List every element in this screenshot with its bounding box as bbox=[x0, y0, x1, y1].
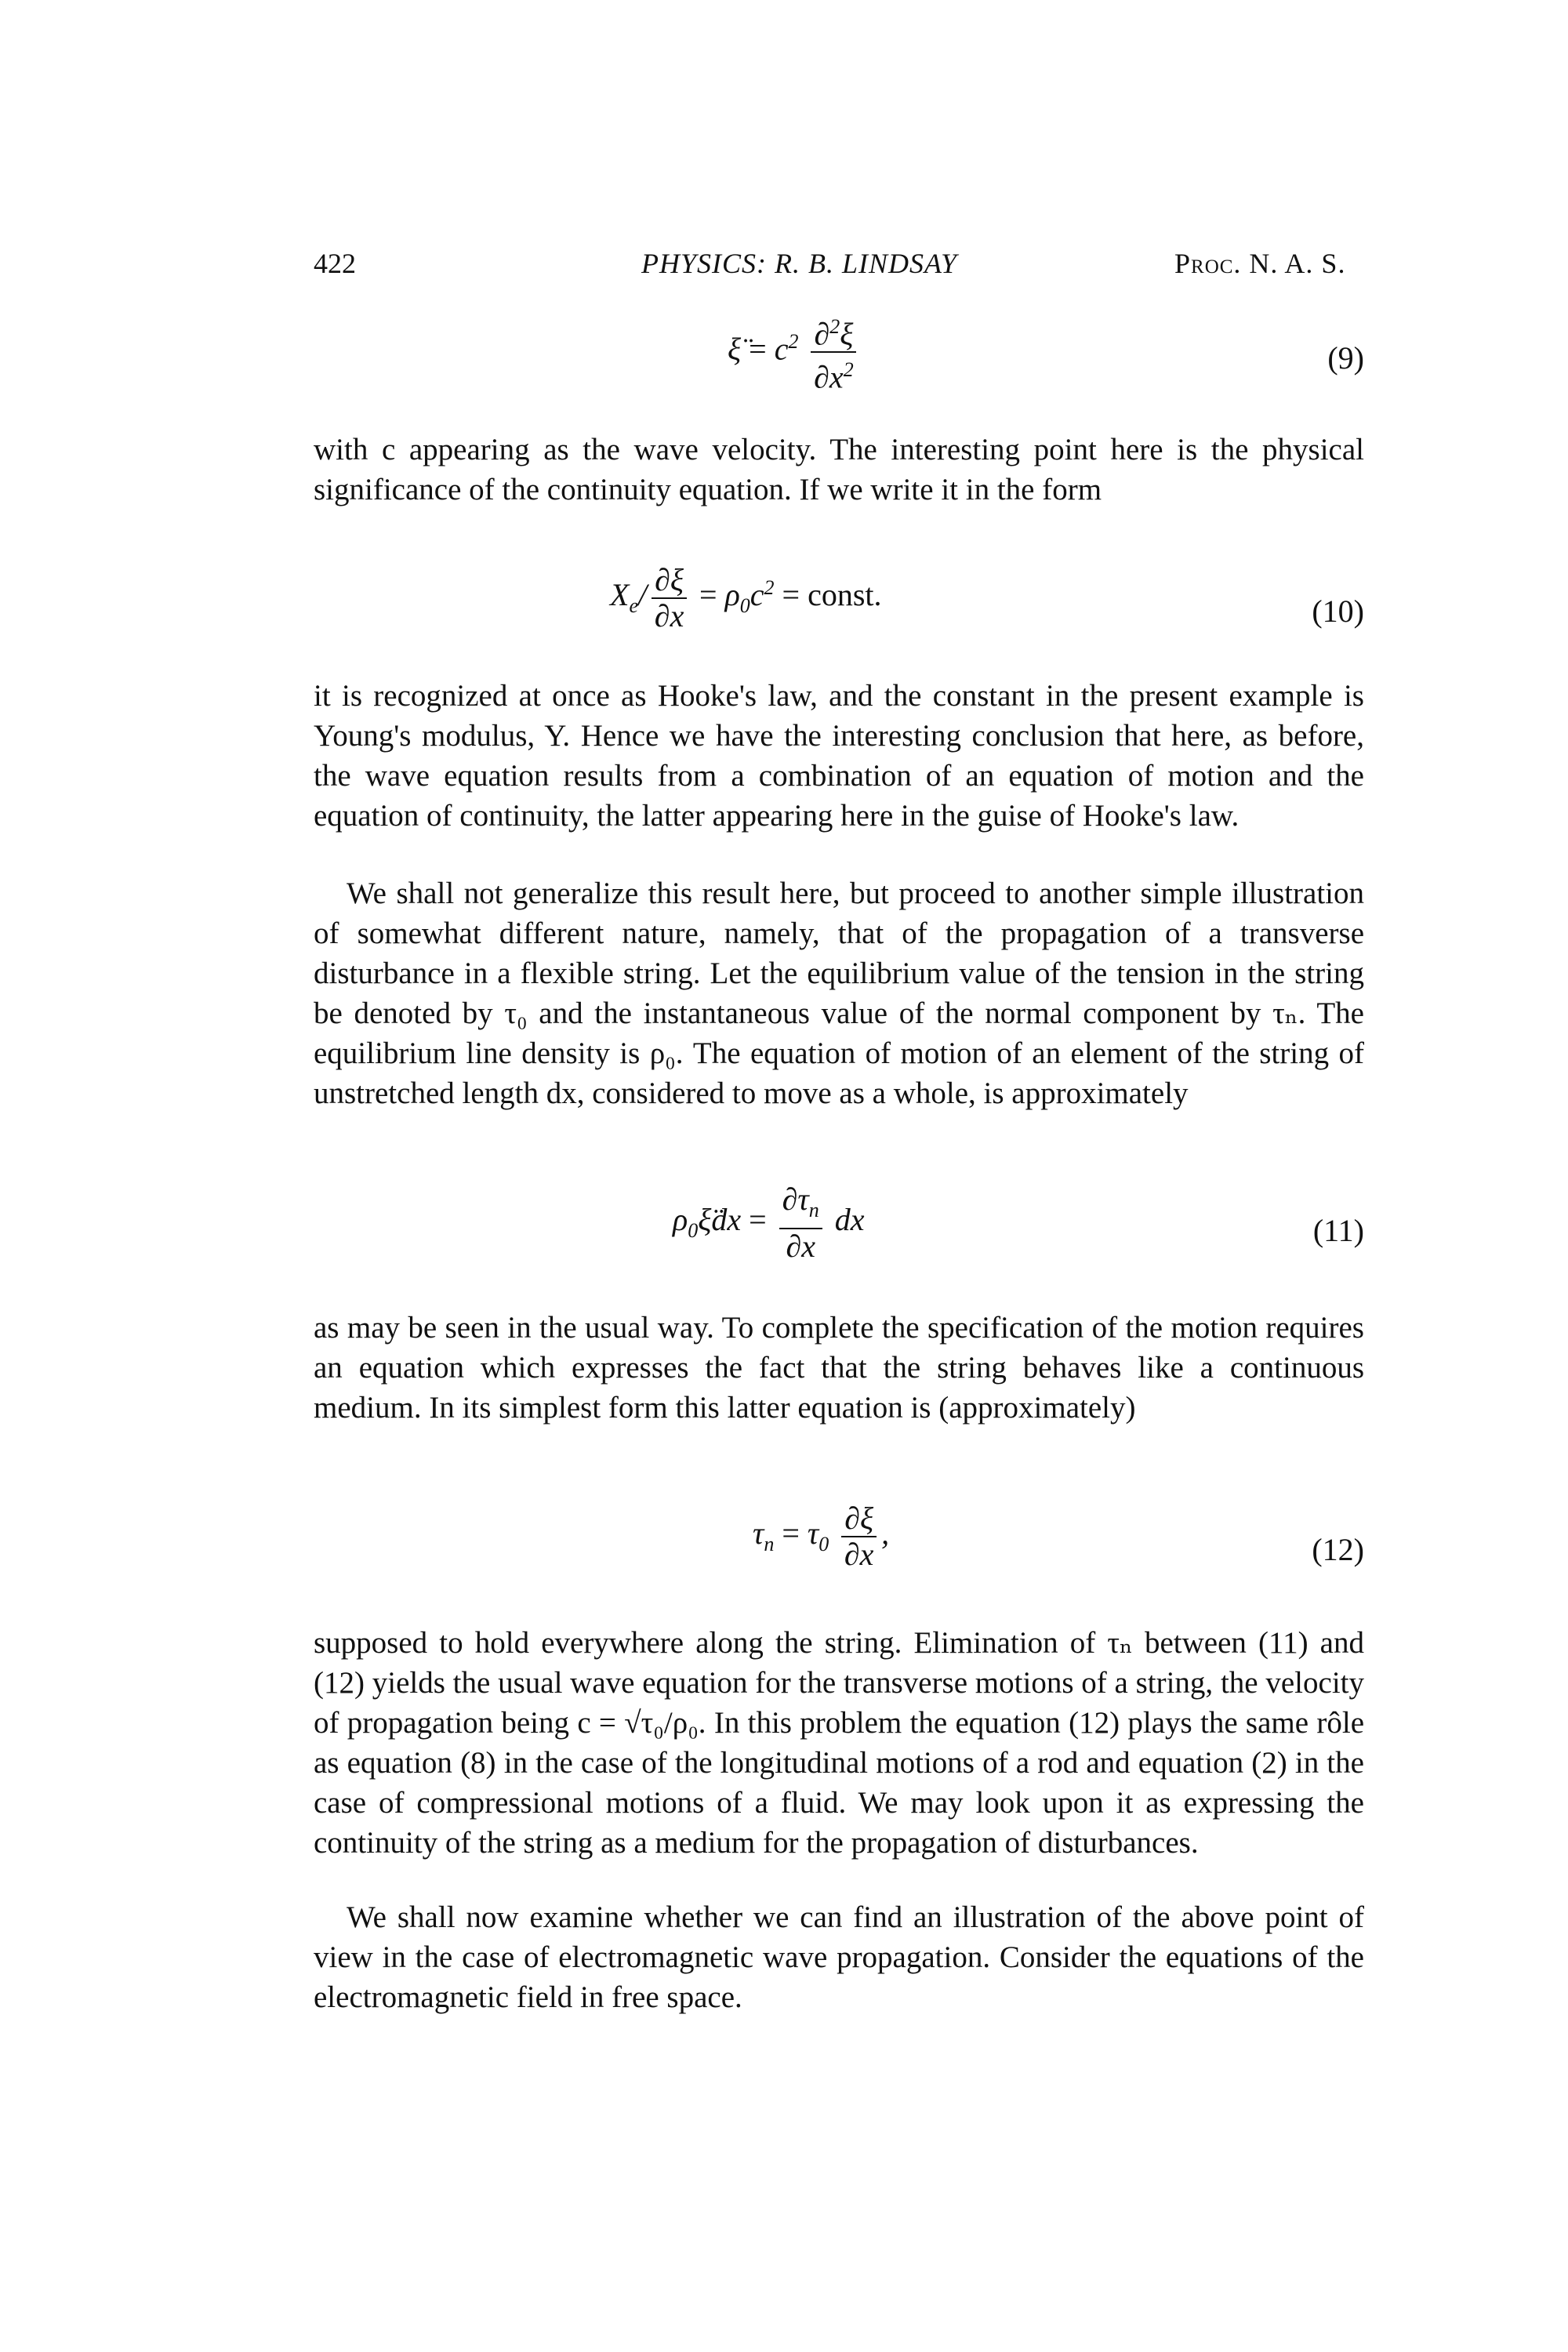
equation-12 bbox=[314, 1501, 1364, 1588]
paragraph-5 bbox=[314, 1623, 1364, 1863]
equation-11-number: (11) bbox=[1312, 1213, 1364, 1248]
equation-12-body: $\tau_n = \tau_0$ $\frac{\partial\xi}{\partial x}$ , bbox=[753, 1501, 890, 1572]
paragraph-4-text: as may be seen in the usual way. To complete the specification of the motion requires an equation which expresses the fact that the string behaves like a continuous medium. In its simplest form this latter equation is (approximately) bbox=[314, 1311, 1364, 1425]
paragraph-1-text: with c appearing as the wave velocity. The interesting point here is the physical significance of the continuity equation. If we write it in the form bbox=[314, 433, 1364, 506]
paragraph-6-text: We shall now examine whether we can find an illustration of the above point of view in the case of electromagnetic wave propagation. Consider the equations of the electromagnetic field in free space. bbox=[314, 1900, 1364, 2014]
equation-11-body: $\rho_0\xïdx$ = $\frac{\partial\tau_n}{\partial x}$ dx bbox=[673, 1181, 865, 1264]
paragraph-3 bbox=[314, 873, 1364, 1113]
paragraph-2-text: it is recognized at once as Hooke's law, and the constant in the present example is Young's modulus, Y. Hence we have the interesting conclusion that here, as before, the wave equation results from a combination of an equation of motion and the equation of continuity, the latter appearing here in the guise of Hooke's law. bbox=[314, 679, 1364, 833]
paragraph-3-text: We shall not generalize this result here, but proceed to another simple illustration of somewhat different nature, namely, that of the propagation of a transverse disturbance in a flexible string. Let the equilibrium value of the tension in the string be denoted by τ₀ and the instantaneous value of the normal component by τₙ. The equilibrium line density is ρ₀. The equation of motion of an element of the string of unstretched length dx, considered to move as a whole, is approximately bbox=[314, 877, 1364, 1110]
running-title: PHYSICS: R. B. LINDSAY bbox=[641, 248, 958, 279]
paragraph-4 bbox=[314, 1308, 1364, 1428]
equation-11 bbox=[314, 1182, 1364, 1269]
journal-name: Proc. N. A. S. bbox=[1174, 248, 1346, 279]
equation-9 bbox=[314, 310, 1364, 396]
equation-10 bbox=[314, 563, 1364, 649]
paragraph-1 bbox=[314, 430, 1364, 510]
equation-10-number: (10) bbox=[1312, 593, 1364, 629]
paragraph-6 bbox=[314, 1897, 1364, 2017]
equation-12-number: (12) bbox=[1312, 1532, 1364, 1567]
equation-9-body: ξ̈ = $c^2$ $\frac{\partial^2\xi}{\partial x^2}$ bbox=[728, 310, 861, 395]
paragraph-2 bbox=[314, 676, 1364, 836]
equation-10-body: $X_e/$ $\frac{\partial\xi}{\partial x}$ = $\rho_0c^2$ = const. bbox=[610, 562, 882, 633]
page-number: 422 bbox=[314, 248, 356, 279]
paragraph-5-text: supposed to hold everywhere along the string. Elimination of τₙ between (11) and (12) yields the usual wave equation for the transverse motions of a string, the velocity of propagation being c = √τ₀/ρ₀. In this problem the equation (12) plays the same rôle as equation (8) in the case of the longitudinal motions of a rod and equation (2) in the case of compressional motions of a fluid. We may look upon it as expressing the continuity of the string as a medium for the propagation of disturbances. bbox=[314, 1626, 1364, 1860]
equation-9-number: (9) bbox=[1327, 340, 1364, 376]
